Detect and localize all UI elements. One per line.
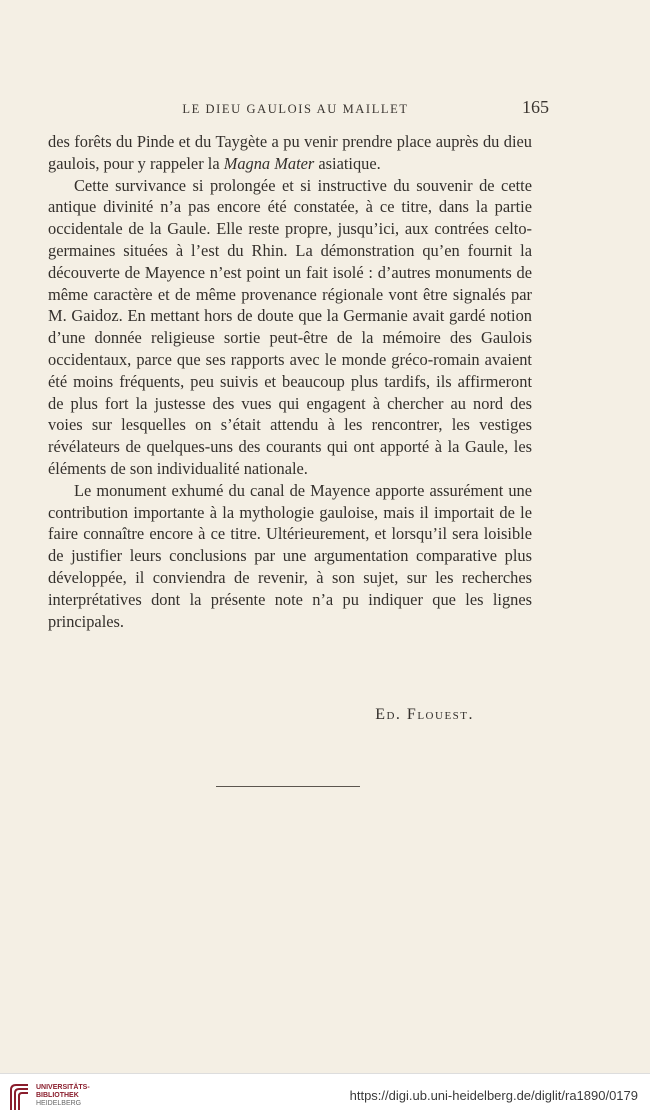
paragraph-2: Cette survivance si prolongée et si instructive du souvenir de cette antique divinité n’a pas encore été constatée, à ce titre, dans la partie occidentale de la Gaule. Elle reste propre, jusqu’ici, aux contrées celto-germaines situées à l’est du Rhin. La démonstration qu’en fournit la découverte de Mayence n’est point un fait isolé : d’autres monuments de même caractère et de même provenance régionale vont être signalés par M. Gaidoz. En mettant hors de doute que la Germanie avait gardé notion d’une donnée religieuse sortie peut-être de la mémoire des Gaulois occidentaux, parce que ses rapports avec le monde gréco-romain avaient été moins fréquents, peu suivis et beaucoup plus tardifs, ils affirmeront de plus fort la justesse des vues qui engagent à chercher au nord des voies sur lesquelles on s’était attendu à les rencontrer, les vestiges révélateurs de quelques-uns des courants qui ont apporté à la Gaule, les éléments de son individualité nationale. (48, 175, 532, 478)
library-name-line-1: UNIVERSITÄTS- (36, 1084, 90, 1091)
library-footer (0, 1073, 650, 1120)
paragraph-1-text-a: des forêts du Pinde et du Taygète a pu venir prendre place auprès du dieu gaulois, pour y rappeler la (48, 132, 532, 173)
author-signature: Ed. Flouest. (375, 706, 474, 723)
running-title: LE DIEU GAULOIS AU MAILLET (182, 102, 409, 116)
page-header (48, 97, 549, 124)
paragraph-1-text-b: asiatique. (314, 153, 381, 173)
end-rule (216, 786, 360, 787)
library-name-line-3: HEIDELBERG (36, 1100, 82, 1107)
body-text (48, 131, 532, 632)
library-logo-icon (8, 1082, 32, 1112)
library-name-line-2: BIBLIOTHEK (36, 1092, 79, 1099)
page-number: 165 (522, 97, 549, 117)
library-name (36, 1084, 90, 1108)
paragraph-3: Le monument exhumé du canal de Mayence apporte assurément une contribution importante à la mythologie gauloise, mais il importait de le faire connaître encore à ce titre. Ultérieurement, et lorsqu’il sera loisible de justifier leurs conclusions par une argumentation comparative plus développée, il conviendra de revenir, à son sujet, sur les recherches interprétatives dont la présente note n’a pu indiquer que les lignes principales. (48, 480, 532, 631)
paragraph-1 (48, 131, 532, 175)
source-url-link[interactable]: https://digi.ub.uni-heidelberg.de/diglit/ra1890/0179 (349, 1088, 638, 1103)
italic-magna-mater: Magna Mater (223, 153, 315, 173)
